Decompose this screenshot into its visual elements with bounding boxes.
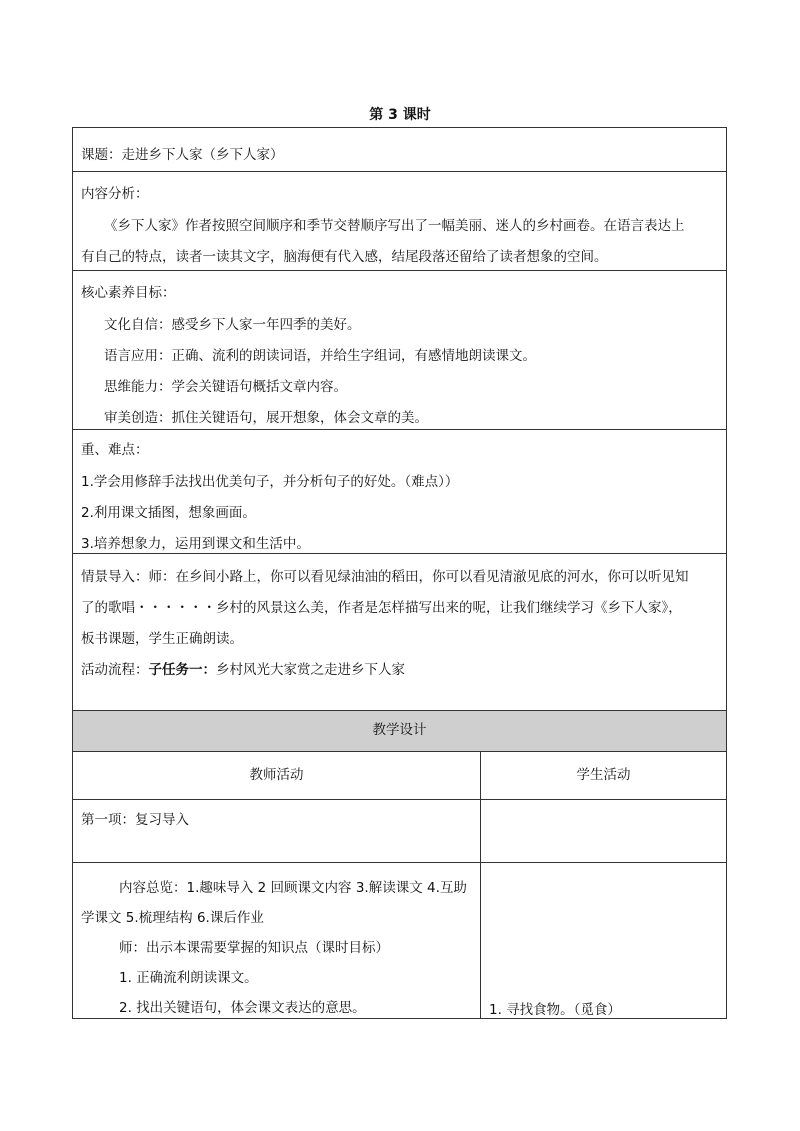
intro-text-1: 情景导入：师：在乡间小路上，你可以看见绿油油的稻田，你可以看见清澈见底的河水，你可以听见知 (81, 569, 689, 585)
step-review-row (72, 800, 727, 863)
step-review-student-cell (481, 800, 726, 862)
keypoint-item: 1.学会用修辞手法找出优美句子，并分析句子的好处。（难点）） (81, 474, 459, 490)
lesson-plan-table (72, 127, 727, 1019)
overview-text-1: 内容总览：1.趣味导入 2 回顾课文内容 3.解读课文 4.互助 (119, 880, 467, 896)
teacher-show-goals: 师：出示本课需要掌握的知识点（课时目标） (119, 940, 389, 956)
overview-text-2: 学课文 5.梳理结构 6.课后作业 (81, 910, 264, 926)
analysis-text-1: 《乡下人家》作者按照空间顺序和季节交替顺序写出了一幅美丽、迷人的乡村画卷。在语言表达上 (104, 218, 685, 234)
teaching-design-header: 教学设计 (72, 711, 727, 752)
activity-columns-header (72, 752, 727, 800)
analysis-text-2: 有自己的特点，读者一读其文字，脑海便有代入感，结尾段落还留给了读者想象的空间。 (81, 249, 608, 265)
flow-task-label: 子任务一： (148, 662, 216, 678)
student-activity-header: 学生活动 (576, 767, 631, 783)
flow-label: 活动流程： (81, 662, 149, 678)
core-goals-section (72, 271, 727, 430)
teacher-item-1: 1. 正确流利朗读课文。 (119, 970, 258, 986)
overview-teacher-cell (73, 863, 481, 1018)
content-overview-row (72, 863, 727, 1019)
intro-text-2: 了的歌唱・・・・・・乡村的风景这么美，作者是怎样描写出来的呢，让我们继续学习《乡下人家》， (81, 600, 682, 616)
intro-text-3: 板书课题，学生正确朗读。 (81, 631, 243, 647)
goal-item: 审美创造：抓住关键语句，展开想象，体会文章的美。 (104, 410, 428, 426)
goal-item: 文化自信：感受乡下人家一年四季的美好。 (104, 317, 361, 333)
overview-student-cell (481, 863, 726, 1018)
scene-intro-section (72, 554, 727, 711)
teacher-item-2: 2. 找出关键语句，体会课文表达的意思。 (119, 1000, 366, 1016)
page-title: 第 3 课时 (369, 107, 431, 123)
step-review-teacher-cell (73, 800, 481, 862)
analysis-label: 内容分析： (81, 186, 149, 202)
teacher-activity-header: 教师活动 (73, 752, 481, 799)
lesson-title-section (72, 127, 727, 172)
content-analysis-section (72, 172, 727, 271)
step-review-label: 第一项：复习导入 (81, 812, 189, 828)
keypoint-item: 3.培养想象力，运用到课文和生活中。 (81, 536, 310, 552)
activity-flow (81, 658, 405, 678)
goal-item: 思维能力：学会关键语句概括文章内容。 (104, 379, 347, 395)
flow-task-title: 乡村风光大家赏之走进乡下人家 (216, 662, 405, 678)
goals-label: 核心素养目标： (81, 285, 176, 301)
keypoint-item: 2.利用课文插图，想象画面。 (81, 505, 256, 521)
keypoints-label: 重、难点： (81, 442, 149, 458)
student-item-1: 1. 寻找食物。（觅食） (489, 1002, 621, 1018)
goal-item: 语言应用：正确、流利的朗读词语，并给生字组词，有感情地朗读课文。 (104, 348, 536, 364)
lesson-title: 课题：走进乡下人家（乡下人家） (81, 147, 284, 163)
key-points-section (72, 430, 727, 554)
